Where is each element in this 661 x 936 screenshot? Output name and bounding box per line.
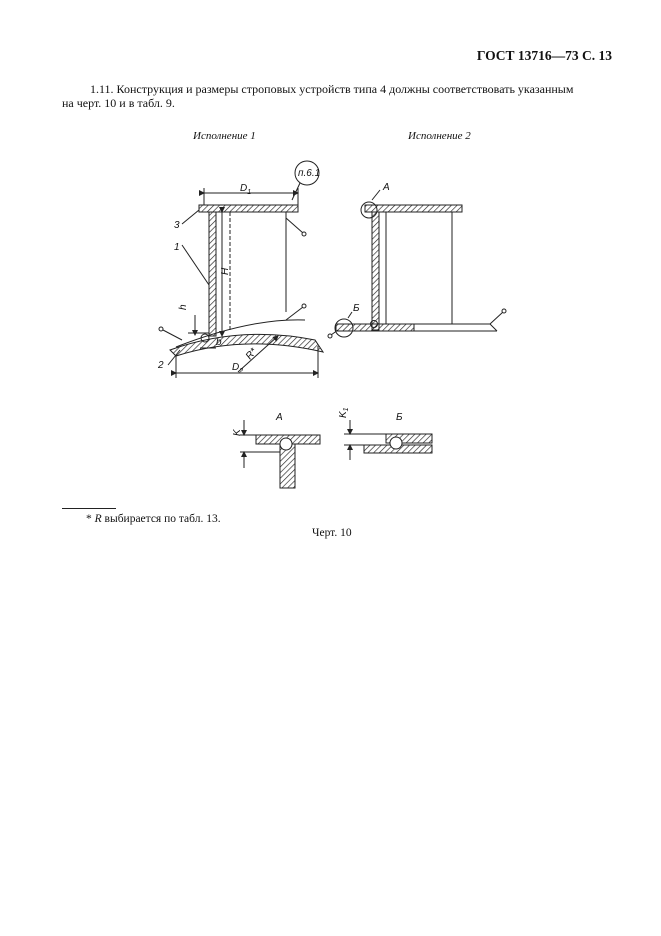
part-label-3: 3 (174, 220, 180, 231)
variant-2-label: Исполнение 2 (408, 130, 471, 142)
part-label-1: 1 (174, 242, 180, 253)
detail-a-dim-k: K (232, 429, 243, 436)
dim-d2: $D_2$ (232, 362, 244, 375)
detail-b-label: Б (396, 412, 403, 423)
variant-1-label: Исполнение 1 (193, 130, 256, 142)
detail-a-label: А (276, 412, 283, 423)
footnote (86, 513, 221, 525)
page-header: ГОСТ 13716—73 С. 13 (476, 48, 612, 63)
paragraph-line-1: 1.11. Конструкция и размеры строповых устройств типа 4 должны соответствовать указанным (90, 82, 574, 96)
detail-b (344, 420, 432, 460)
callout-note: п.6.1 (298, 168, 321, 179)
detail-a (240, 420, 320, 488)
footnote-symbol: R (94, 513, 102, 525)
part-label-2: 2 (158, 360, 164, 371)
dim-h-small: h (178, 304, 189, 310)
detail-b-dim-k1: $K_1$ (338, 407, 350, 418)
dim-r: R* (243, 346, 260, 362)
paragraph-line-2: на черт. 10 и в табл. 9. (62, 96, 175, 110)
dim-d1: $D_1$ (240, 183, 252, 196)
figure-caption: Черт. 10 (312, 527, 352, 539)
footnote-star: * (86, 513, 95, 525)
footnote-rule (62, 508, 116, 509)
dim-b: b (216, 337, 222, 348)
variant-2-drawing (328, 190, 506, 338)
dim-h-height: H (220, 267, 231, 275)
footnote-text: выбирается по табл. 13. (101, 513, 221, 525)
view-b-marker: Б (353, 303, 360, 314)
view-a-marker: А (383, 182, 390, 193)
